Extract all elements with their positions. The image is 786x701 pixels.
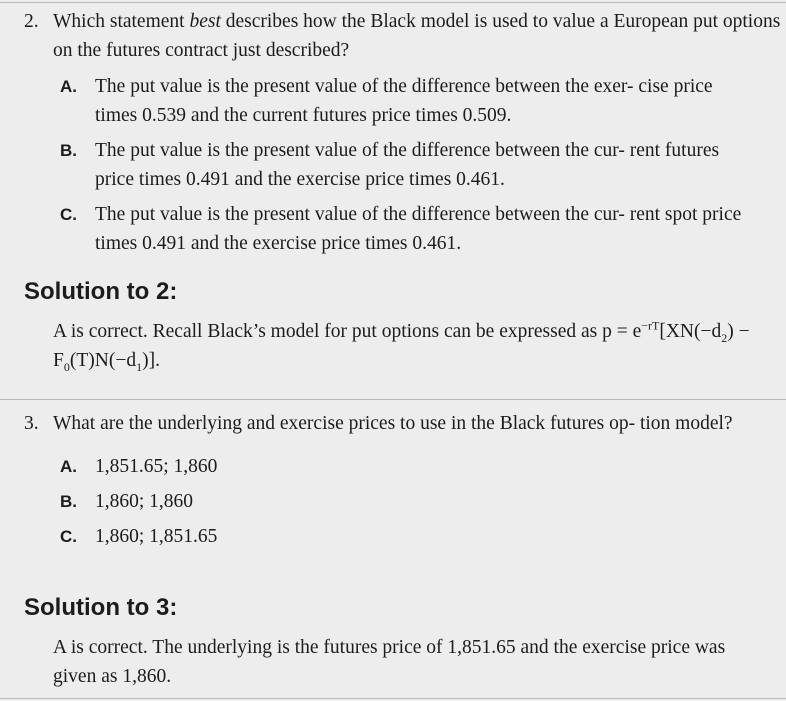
option-3c xyxy=(0,522,755,551)
question-3-text: What are the underlying and exercise prices to use in the Black futures op- tion model? xyxy=(53,413,733,434)
option-3a xyxy=(0,452,755,481)
subscript: 0 xyxy=(63,359,70,374)
formula-part: (T)N(−d xyxy=(69,350,137,371)
option-text: The put value is the present value of the difference between the cur- rent spot price times 0.491 and the exercise price times 0.461. xyxy=(95,204,742,254)
question-2-text-end: describes how the Black model is used to value a European put options on the futures contract just described? xyxy=(53,11,781,61)
option-letter: A. xyxy=(60,77,77,96)
solution-3 xyxy=(0,593,786,691)
solution-3-text: A is correct. The underlying is the futures price of 1,851.65 and the exercise price was given as 1,860. xyxy=(53,637,726,687)
formula-part: )]. xyxy=(142,350,160,371)
question-2-text-start: Which statement xyxy=(53,11,190,32)
option-letter: C. xyxy=(60,527,77,546)
option-3b xyxy=(0,487,755,516)
option-text: The put value is the present value of the difference between the cur- rent futures price times 0.491 and the exercise price times 0.461. xyxy=(95,140,720,190)
subscript: 1 xyxy=(136,359,143,374)
exponent: −rT xyxy=(641,318,660,333)
solution-2-sentence: A is correct. Recall Black’s model for put options can be expressed as p = e xyxy=(53,321,642,342)
top-divider xyxy=(0,2,786,3)
question-3 xyxy=(0,409,786,557)
question-3-options xyxy=(0,452,786,551)
option-2a xyxy=(0,72,755,130)
formula-part: ) − F xyxy=(53,321,750,371)
question-2-options xyxy=(0,72,786,258)
formula-part: [XN(−d xyxy=(659,321,722,342)
option-2c xyxy=(0,200,755,258)
solution-2-text xyxy=(53,317,771,375)
option-text: The put value is the present value of the difference between the exer- cise price times 0.539 and the current futures price times 0.509. xyxy=(95,76,713,126)
option-letter: B. xyxy=(60,492,77,511)
bottom-divider xyxy=(0,698,786,699)
option-text: 1,860; 1,851.65 xyxy=(95,526,218,547)
solution-2-title: Solution to 2: xyxy=(24,278,178,305)
subscript: 2 xyxy=(721,330,728,345)
option-letter: A. xyxy=(60,457,77,476)
question-2-emphasis: best xyxy=(189,11,221,32)
option-2b xyxy=(0,136,755,194)
question-2-number: 2. xyxy=(24,11,39,32)
section-divider xyxy=(0,399,786,400)
question-3-stem xyxy=(24,409,786,438)
option-text: 1,860; 1,860 xyxy=(95,491,194,512)
solution-2 xyxy=(0,277,786,375)
question-3-number: 3. xyxy=(24,413,39,434)
option-letter: B. xyxy=(60,141,77,160)
question-2-stem xyxy=(24,7,786,65)
option-letter: C. xyxy=(60,205,77,224)
question-2 xyxy=(0,7,786,264)
solution-3-title: Solution to 3: xyxy=(24,594,178,621)
option-text: 1,851.65; 1,860 xyxy=(95,456,218,477)
